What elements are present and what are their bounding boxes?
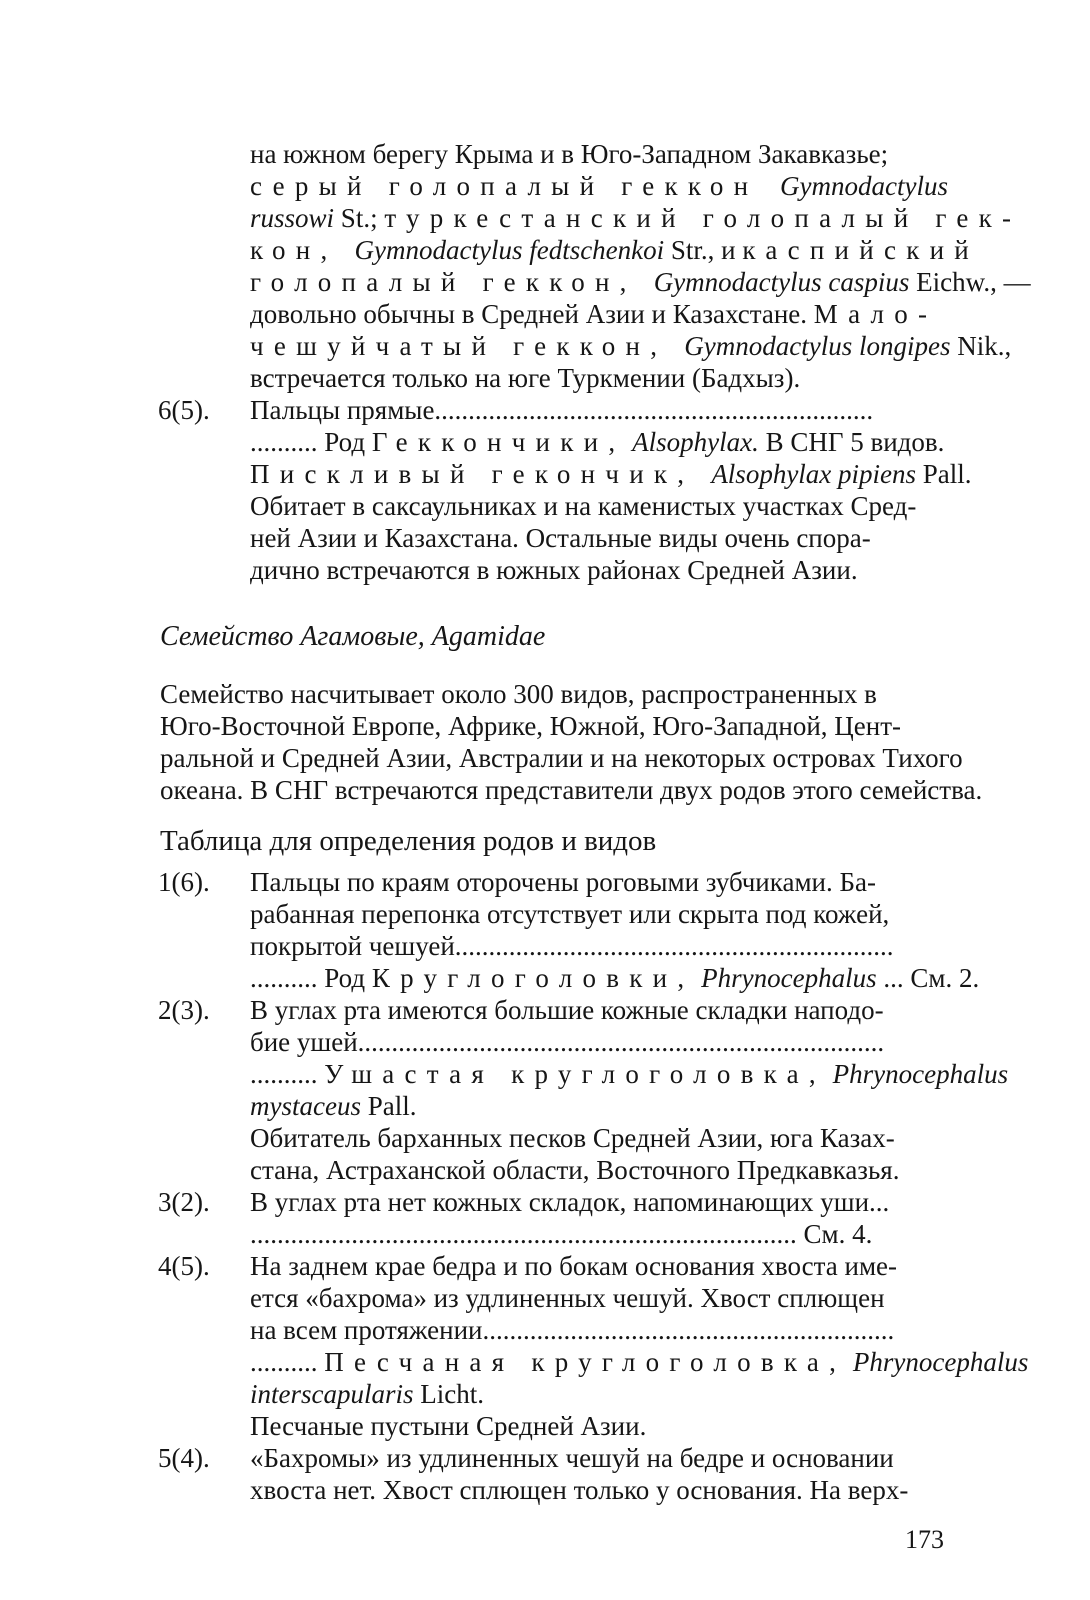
- text-line: [250, 234, 979, 266]
- species-name-latin: russowi: [250, 203, 335, 233]
- species-name-ru: Песчаная круглоголовка,: [324, 1347, 847, 1377]
- text-line: Обитатель барханных песков Средней Азии, юга Казах-: [250, 1123, 895, 1153]
- species-name-ru: голопалый геккон,: [250, 267, 654, 297]
- species-name-latin: Gymnodactylus caspius: [653, 267, 910, 297]
- genus-name-latin: Alsophylax.: [625, 427, 759, 457]
- text-line: [250, 1378, 484, 1410]
- text-line: [250, 1090, 416, 1122]
- author: Eichw., —: [909, 267, 1031, 297]
- text-line: Пальцы прямые.................................................................: [250, 395, 874, 425]
- text-line: [250, 1346, 1028, 1378]
- text-line: [250, 202, 1021, 234]
- genus-name-ru: Геккончики,: [371, 427, 626, 457]
- text-line: ................................................................................. См. 4.: [250, 1219, 873, 1249]
- couplet-number: 1(6).: [158, 867, 210, 897]
- text-line: [250, 266, 1031, 298]
- text-line: [250, 1058, 1008, 1090]
- species-name-ru: туркестанский голопалый гек-: [384, 203, 1022, 233]
- text-line: В углах рта нет кожных складок, напоминающих уши...: [250, 1187, 890, 1217]
- text-line: [250, 170, 948, 202]
- genus-name-latin: Phrynocephalus: [694, 963, 877, 993]
- leader-dots: .......... Род: [250, 427, 372, 457]
- author: Licht.: [413, 1379, 484, 1409]
- species-name-latin: Gymnodactylus longipes: [684, 331, 951, 361]
- text-line: В углах рта имеются большие кожные складки наподо-: [250, 995, 884, 1025]
- text-line: на всем протяжении.............................................................: [250, 1315, 895, 1345]
- species-name-latin: Phrynocephalus: [846, 1347, 1029, 1377]
- couplet-number: 3(2).: [158, 1187, 210, 1217]
- genus-name-ru: Круглоголовки,: [371, 963, 695, 993]
- couplet-number: 6(5).: [158, 395, 210, 425]
- text-line: Пальцы по краям оторочены роговыми зубчиками. Ба-: [250, 867, 876, 897]
- text-line: [250, 330, 1011, 362]
- text-line: Юго-Восточной Европе, Африке, Южной, Юго-Западной, Цент-: [160, 711, 902, 741]
- species-name-ru: Пискливый гекончик,: [250, 459, 712, 489]
- author: Str., и: [664, 235, 743, 265]
- text-line: Семейство насчитывает около 300 видов, распространенных в: [160, 679, 877, 709]
- text-line: дично встречаются в южных районах Средней Азии.: [250, 555, 858, 585]
- couplet-number: 4(5).: [158, 1251, 210, 1281]
- species-name-ru: кон,: [250, 235, 355, 265]
- species-name-latin: interscapularis: [250, 1379, 414, 1409]
- text-line: океана. В СНГ встречаются представители двух родов этого семейства.: [160, 775, 983, 805]
- species-name-ru: Ушастая круглоголовка,: [324, 1059, 826, 1089]
- cross-reference: ... См. 2.: [876, 963, 980, 993]
- text-line: ется «бахрома» из удлиненных чешуй. Хвост сплющен: [250, 1283, 885, 1313]
- text-line: стана, Астраханской области, Восточного Предкавказья.: [250, 1155, 900, 1185]
- table-heading: Таблица для определения родов и видов: [160, 825, 657, 857]
- author: St.;: [334, 203, 385, 233]
- species-name-ru: Мало-: [813, 299, 938, 329]
- text-line: ральной и Средней Азии, Австралии и на некоторых островах Тихого: [160, 743, 963, 773]
- author: Pall.: [360, 1091, 417, 1121]
- species-name-latin: Alsophylax pipiens: [711, 459, 917, 489]
- text-line: [250, 426, 944, 458]
- couplet-number: 5(4).: [158, 1443, 210, 1473]
- section-heading: Семейство Агамовые, Agamidae: [160, 621, 546, 652]
- species-name-latin: Gymnodactylus fedtschenkoi: [354, 235, 665, 265]
- couplet-number: 2(3).: [158, 995, 210, 1025]
- text-line: встречается только на юге Туркмении (Бадхыз).: [250, 363, 801, 393]
- species-name-ru: чешуйчатый геккон,: [250, 331, 685, 361]
- text-line: ней Азии и Казахстана. Остальные виды очень спора-: [250, 523, 871, 553]
- body-text: довольно обычны в Средней Азии и Казахстане.: [250, 299, 814, 329]
- text-line: хвоста нет. Хвост сплющен только у основания. На верх-: [250, 1475, 909, 1505]
- text-line: Обитает в саксаульниках и на каменистых участках Сред-: [250, 491, 917, 521]
- leader-dots: ..........: [250, 1347, 325, 1377]
- text-line: [250, 962, 979, 994]
- species-name-latin: Gymnodactylus: [780, 171, 948, 201]
- author: Pall.: [916, 459, 972, 489]
- text-line: на южном берегу Крыма и в Юго-Западном Закавказье;: [250, 139, 889, 169]
- body-text: В СНГ 5 видов.: [758, 427, 945, 457]
- text-line: рабанная перепонка отсутствует или скрыта под кожей,: [250, 899, 890, 929]
- page-number: 173: [905, 1525, 944, 1554]
- text-line: покрытой чешуей.................................................................: [250, 931, 894, 961]
- species-name-latin: Phrynocephalus: [825, 1059, 1009, 1089]
- text-line: Песчаные пустыни Средней Азии.: [250, 1411, 647, 1441]
- text-line: На заднем крае бедра и по бокам основания хвоста име-: [250, 1251, 898, 1281]
- text-line: [250, 298, 937, 330]
- species-name-latin: mystaceus: [250, 1091, 361, 1121]
- species-name-ru: каспийский: [742, 235, 979, 265]
- text-line: бие ушей..............................................................................: [250, 1027, 885, 1057]
- species-name-ru: серый голопалый геккон: [250, 171, 759, 201]
- text-line: [250, 458, 972, 490]
- leader-dots: .......... Род: [250, 963, 372, 993]
- author: Nik.,: [950, 331, 1012, 361]
- text-line: «Бахромы» из удлиненных чешуй на бедре и основании: [250, 1443, 894, 1473]
- leader-dots: ..........: [250, 1059, 325, 1089]
